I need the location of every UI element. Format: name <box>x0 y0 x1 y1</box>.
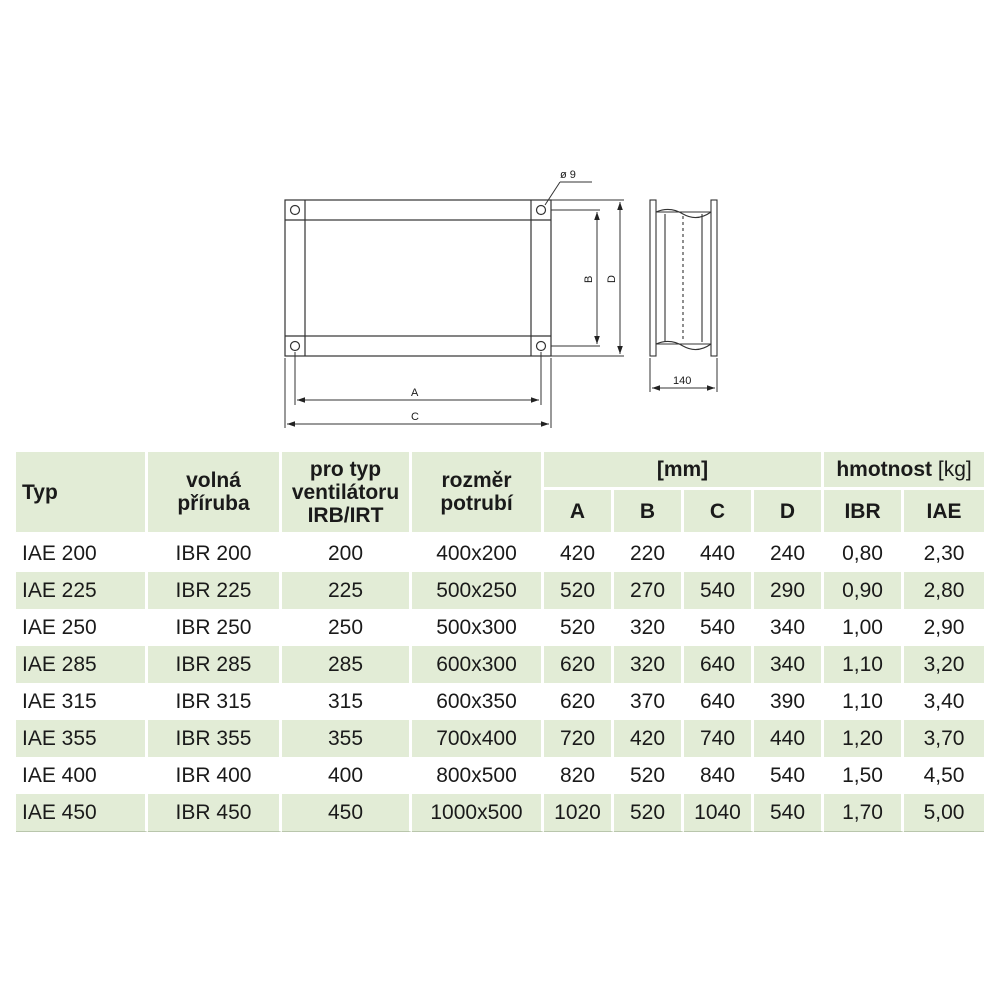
table-row <box>16 720 984 757</box>
table-row <box>16 572 984 609</box>
header-flange: volná příruba <box>148 452 282 535</box>
cell-weight-iae: 2,90 <box>923 615 965 639</box>
dimension-c-label: C <box>411 411 419 423</box>
cell-fan-type: 250 <box>282 609 412 646</box>
cell-b: 420 <box>614 720 684 757</box>
cell-d: 540 <box>754 794 824 832</box>
cell-b: 520 <box>614 757 684 794</box>
cell-weight-iae: 3,40 <box>923 689 965 713</box>
cell-fan-type: 225 <box>282 572 412 609</box>
table-header <box>16 452 984 535</box>
cell-weight-iae: 3,70 <box>904 720 984 757</box>
cell-b: 270 <box>614 572 684 609</box>
cell-d: 340 <box>754 646 824 683</box>
cell-a: 620 <box>544 683 614 720</box>
cell-a: 1020 <box>544 794 614 832</box>
table-row <box>16 646 984 683</box>
cell-flange: IBR 400 <box>148 757 282 794</box>
cell-typ: IAE 285 <box>16 646 148 683</box>
cell-weight-iae: 5,00 <box>904 794 984 832</box>
cell-b: 320 <box>614 609 684 646</box>
cell-b: 520 <box>614 794 684 832</box>
cell-typ: IAE 355 <box>16 720 148 757</box>
header-b: B <box>614 490 684 535</box>
spec-table <box>16 452 984 832</box>
cell-typ: IAE 225 <box>16 572 148 609</box>
cell-weight-ibr: 1,10 <box>824 646 904 683</box>
cell-typ: IAE 400 <box>16 757 148 794</box>
cell-duct-size: 1000x500 <box>412 794 544 832</box>
cell-flange: IBR 200 <box>148 535 282 572</box>
cell-weight-iae: 3,20 <box>904 646 984 683</box>
cell-a: 720 <box>544 720 614 757</box>
header-duct-size: rozměr potrubí <box>412 452 544 535</box>
header-a: A <box>544 490 614 535</box>
cell-a: 520 <box>544 609 614 646</box>
cell-duct-size: 700x400 <box>412 720 544 757</box>
cell-flange: IBR 450 <box>148 794 282 832</box>
dimension-d-label: D <box>606 275 618 283</box>
cell-b: 370 <box>614 683 684 720</box>
header-mm-group: [mm] <box>544 452 824 490</box>
header-typ: Typ <box>16 452 148 535</box>
cell-c: 640 <box>684 683 754 720</box>
cell-duct-size: 500x250 <box>412 572 544 609</box>
cell-typ: IAE 450 <box>16 794 148 832</box>
cell-d: 290 <box>754 572 824 609</box>
cell-flange: IBR 225 <box>148 572 282 609</box>
cell-b: 220 <box>614 535 684 572</box>
cell-c: 640 <box>684 646 754 683</box>
cell-fan-type: 315 <box>282 683 412 720</box>
table-body <box>16 535 984 832</box>
cell-weight-iae: 2,80 <box>904 572 984 609</box>
cell-fan-type: 355 <box>282 720 412 757</box>
cell-a: 620 <box>544 646 614 683</box>
cell-flange: IBR 285 <box>148 646 282 683</box>
cell-flange: IBR 250 <box>148 609 282 646</box>
cell-flange: IBR 355 <box>148 720 282 757</box>
cell-fan-type: 400 <box>282 757 412 794</box>
header-c: C <box>684 490 754 535</box>
dimension-b-label: B <box>583 275 595 283</box>
cell-c: 540 <box>684 572 754 609</box>
cell-duct-size: 500x300 <box>412 609 544 646</box>
cell-c: 740 <box>684 720 754 757</box>
table-row <box>16 609 984 646</box>
header-weight-group: hmotnost [kg] <box>824 452 984 490</box>
cell-fan-type: 450 <box>282 794 412 832</box>
cell-duct-size: 800x500 <box>412 757 544 794</box>
cell-c: 840 <box>684 757 754 794</box>
header-weight-iae: IAE <box>904 490 984 535</box>
cell-fan-type: 285 <box>282 646 412 683</box>
cell-weight-ibr: 1,20 <box>824 720 904 757</box>
cell-weight-ibr: 1,70 <box>824 794 904 832</box>
flange-front-view <box>285 200 551 356</box>
cell-d: 340 <box>754 609 824 646</box>
cell-b: 320 <box>614 646 684 683</box>
cell-c: 1040 <box>684 794 754 832</box>
cell-weight-ibr: 0,80 <box>824 535 904 572</box>
cell-weight-ibr: 1,50 <box>824 757 904 794</box>
cell-a: 520 <box>544 572 614 609</box>
cell-duct-size: 400x200 <box>412 535 544 572</box>
cell-d: 240 <box>754 535 824 572</box>
cell-typ: IAE 200 <box>16 535 148 572</box>
dimension-a-label: A <box>411 387 419 399</box>
cell-weight-ibr: 1,10 <box>824 683 904 720</box>
cell-duct-size: 600x350 <box>412 683 544 720</box>
cell-weight-iae: 4,50 <box>923 763 965 787</box>
cell-a: 820 <box>544 757 614 794</box>
cell-weight-ibr: 1,00 <box>824 609 904 646</box>
hole-leader <box>545 182 592 205</box>
cell-c: 540 <box>684 609 754 646</box>
cell-fan-type: 200 <box>282 535 412 572</box>
technical-drawing <box>0 0 1000 450</box>
table-row <box>16 757 984 794</box>
cell-d: 390 <box>754 683 824 720</box>
cell-typ: IAE 250 <box>16 609 148 646</box>
cell-flange: IBR 315 <box>148 683 282 720</box>
corner-holes <box>291 206 546 351</box>
side-view <box>650 200 717 356</box>
table-row <box>16 794 984 832</box>
cell-weight-ibr: 0,90 <box>824 572 904 609</box>
hole-diameter-label: ø 9 <box>560 169 576 181</box>
cell-typ: IAE 315 <box>16 683 148 720</box>
header-d: D <box>754 490 824 535</box>
cell-d: 540 <box>754 757 824 794</box>
table-row <box>16 683 984 720</box>
table-row <box>16 535 984 572</box>
cell-d: 440 <box>754 720 824 757</box>
cell-c: 440 <box>684 535 754 572</box>
header-fan-type: pro typ ventilátoru IRB/IRT <box>282 452 412 535</box>
cell-duct-size: 600x300 <box>412 646 544 683</box>
header-weight-ibr: IBR <box>824 490 904 535</box>
cell-weight-iae: 2,30 <box>923 541 965 565</box>
depth-label: 140 <box>673 375 692 387</box>
cell-a: 420 <box>544 535 614 572</box>
